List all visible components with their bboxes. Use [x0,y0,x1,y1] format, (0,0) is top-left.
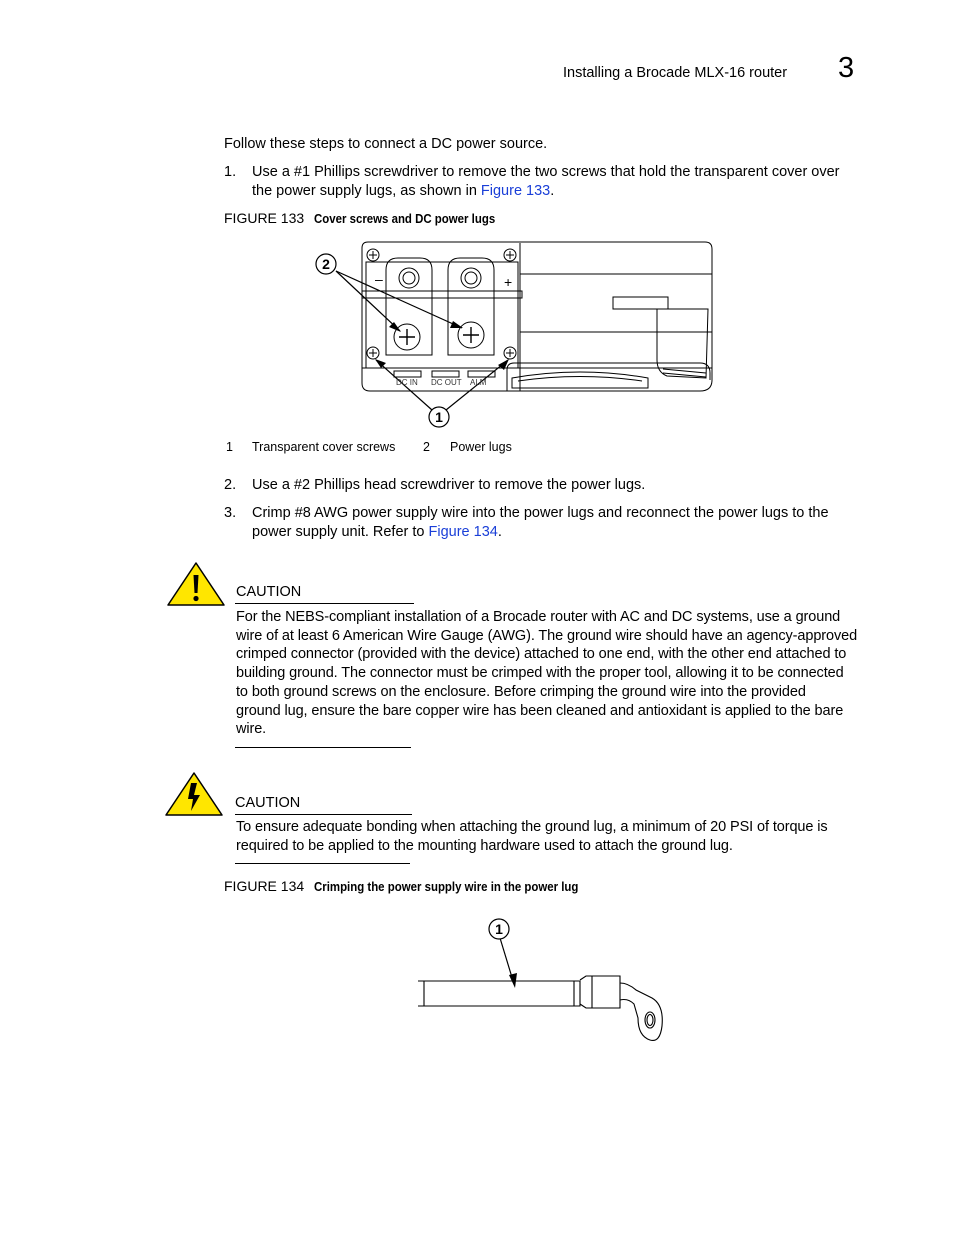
caution-1-line: building ground. The connector must be crimped with the proper tool, allowing it to be connected [236,665,844,682]
caution-1-line: crimped connector (provided with the device) attached to one end, with the other end attached to [236,646,847,663]
figure-134-callout-1: 1 [495,921,503,937]
legend-1-text: Transparent cover screws [252,440,396,454]
step-1-line1: Use a #1 Phillips screwdriver to remove the two screws that hold the transparent cover over [252,164,840,180]
step-3-number: 3. [224,505,237,521]
caution-2-body [236,818,876,855]
caution-warning-icon [166,561,226,607]
caution-2-top-rule [235,814,412,815]
step-3-line2: power supply unit. Refer to Figure 134. [252,524,502,540]
running-header-title: Installing a Brocade MLX-16 router [563,65,788,81]
step-3-line1: Crimp #8 AWG power supply wire into the power lugs and reconnect the power lugs to the [252,505,829,521]
chapter-number: 3 [838,52,855,84]
caution-1-top-rule [235,603,414,604]
caution-1-line: wire. [236,721,267,738]
caution-2-line: To ensure adequate bonding when attaching the ground lug, a minimum of 20 PSI of torque is [236,819,828,835]
caution-1-title: CAUTION [236,584,302,600]
dc-in-label: DC IN [396,378,418,387]
legend-2-number: 2 [423,440,430,454]
plus-label: + [504,274,513,290]
caution-1-line: to both ground screws on the enclosure. Before crimping the ground wire into the provided [236,683,806,700]
alm-label: ALM [470,378,487,387]
figure-134-link[interactable]: Figure 134 [428,524,498,540]
caution-1-line: ground lug, ensure the bare copper wire has been cleaned and antioxidant is applied to the bare [236,702,844,719]
figure-133-number: FIGURE 133 [224,210,305,226]
figure-134-number: FIGURE 134 [224,878,305,894]
minus-label: – [375,271,383,287]
caution-1-line: wire of at least 6 American Wire Gauge (AWG). The ground wire should have an agency-approved [236,627,858,644]
figure-133-illustration [310,238,720,428]
caution-1-line: For the NEBS-compliant installation of a Brocade router with AC and DC systems, use a ground [236,609,841,625]
dc-out-label: DC OUT [431,378,462,387]
caution-2-bottom-rule [235,863,410,864]
figure-134-title [224,878,615,894]
figure-134-caption: Crimping the power supply wire in the power lug [314,879,579,894]
step-2-number: 2. [224,477,237,493]
figure-133-link[interactable]: Figure 133 [480,183,551,199]
figure-133-title [224,210,520,226]
figure-134-illustration [410,910,680,1050]
left-power-lug [386,258,432,355]
legend-2-text: Power lugs [450,440,512,454]
step-2-text: Use a #2 Phillips head screwdriver to remove the power lugs. [252,477,646,493]
caution-2-line: required to be applied to the mounting hardware used to attach the ground lug. [236,837,733,854]
wire-end [418,981,424,1006]
caution-2-title: CAUTION [235,795,301,811]
electrical-hazard-icon [164,771,224,817]
step-1-number: 1. [224,164,237,180]
figure-133-caption: Cover screws and DC power lugs [314,211,496,226]
intro-text: Follow these steps to connect a DC power source. [224,136,548,152]
lug-tongue [620,983,662,1040]
caution-1-bottom-rule [235,747,411,748]
power-supply-housing [362,242,712,391]
figure-133-callout-2: 2 [322,256,330,272]
figure-133-callout-1: 1 [435,409,443,425]
caution-1-body [236,608,876,739]
step-1-line2: the power supply lugs, as shown in Figure 133. [252,183,555,199]
legend-1-number: 1 [226,440,233,454]
